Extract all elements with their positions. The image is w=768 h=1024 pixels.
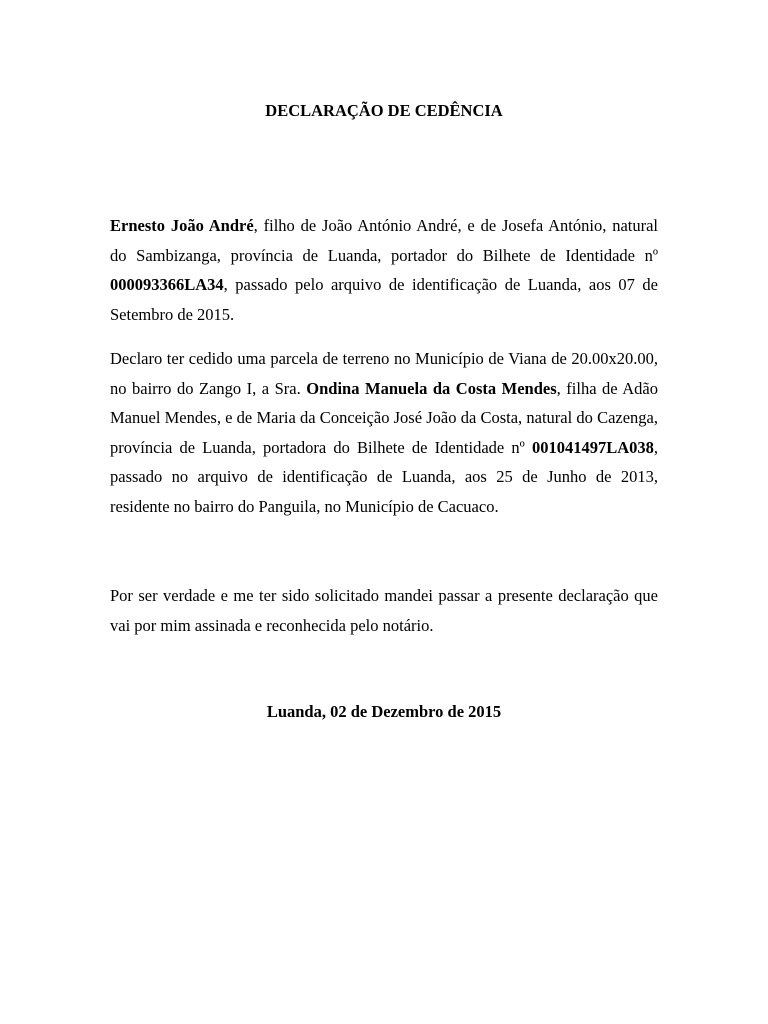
declarant-details: , filho de João António André, e de Josefa António, natural do Sambizanga, província de Luanda, portador do Bilhete de Identidade nº	[110, 216, 658, 265]
beneficiary-name: Ondina Manuela da Costa Mendes	[306, 378, 557, 398]
beneficiary-id-number: 001041497LA038	[531, 437, 654, 457]
beneficiary-id-issue: , passado no arquivo de identificação de Luanda, aos 25 de Junho de 2013, residente no bairro do Panguila, no Município de Cacuaco.	[110, 437, 658, 516]
place-date-line: Luanda, 02 de Dezembro de 2015	[266, 702, 502, 721]
closing-paragraph: Por ser verdade e me ter sido solicitado mandei passar a presente declaração que vai por mim assinada e reconhecida pelo notário.	[110, 586, 658, 635]
document-title: DECLARAÇÃO DE CEDÊNCIA	[265, 101, 503, 120]
declarant-name: Ernesto João André	[110, 216, 254, 235]
declarant-id-number: 000093366LA34	[110, 275, 224, 294]
declarant-id-issue: , passado pelo arquivo de identificação de Luanda, aos 07 de Setembro de 2015.	[110, 275, 658, 324]
cession-paragraph	[110, 344, 658, 521]
beneficiary-details: , filha de Adão Manuel Mendes, e de Maria da Conceição José João da Costa, natural do Cazenga, província de Luanda, portadora do Bilhete de Identidade nº	[110, 378, 658, 457]
declarant-paragraph	[110, 211, 658, 329]
cession-intro: Declaro ter cedido uma parcela de terreno no Município de Viana de 20.00x20.00, no bairro do Zango I, a Sra.	[110, 349, 658, 398]
